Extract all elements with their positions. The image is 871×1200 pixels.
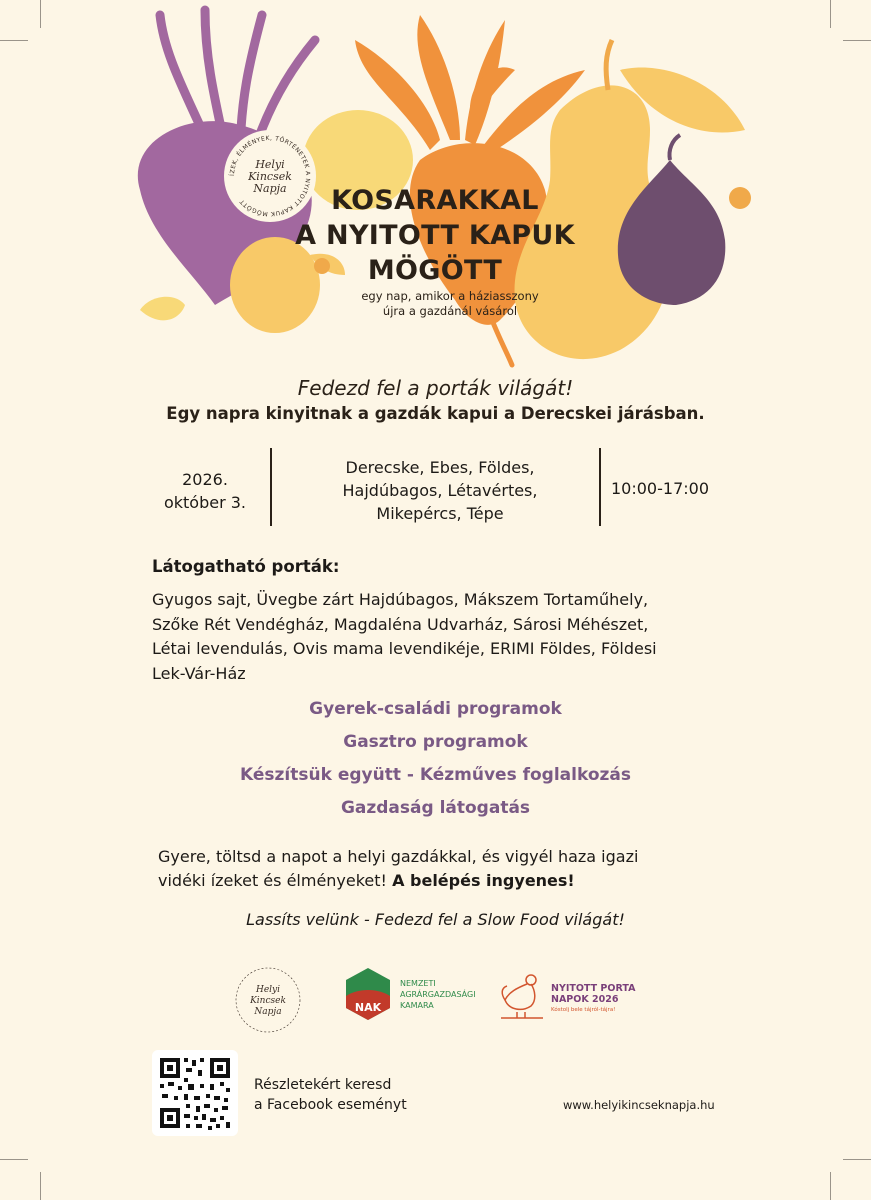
svg-text:Napja: Napja [254,1007,282,1017]
title-line: A NYITOTT KAPUK [295,220,575,251]
badge-line: Napja [253,182,287,195]
closing-line: Gyere, töltsd a napot a helyi gazdákkal, és vigyél haza igazi [158,847,639,866]
portak-heading: Látogatható porták: [152,557,340,576]
event-date [150,468,260,514]
porta-label: NYITOTT PORTA NAPOK 2026 Kóstolj bele tájról-tájra! [551,983,636,1013]
event-time: 10:00-17:00 [611,479,709,498]
svg-text:Kincsek: Kincsek [250,996,286,1006]
slow-food-line: Lassíts velünk - Fedezd fel a Slow Food világát! [246,910,625,929]
event-towns [290,456,590,525]
divider [270,448,272,526]
nak-logo [343,966,393,1022]
page-title [250,183,620,288]
subtitle-line: újra a gazdánál vásárol [382,304,518,318]
portak-line: Létai levendulás, Ovis mama levendikéje, ERIMI Földes, Földesi [152,639,657,659]
crop-mark [830,1172,831,1200]
intro-heading: Fedezd fel a porták világát! [297,376,574,400]
crop-mark [40,1172,41,1200]
towns-line: Hajdúbagos, Létavértes, [342,481,538,500]
date-line: október 3. [163,493,247,512]
badge-line: Helyi [255,158,285,171]
details-line: Részletekért keresd [254,1077,392,1093]
crop-mark [843,1159,871,1160]
portak-line: Lek-Vár-Ház [152,664,246,684]
crop-mark [0,1159,28,1160]
title-line: MÖGÖTT [367,255,503,286]
subtitle-line: egy nap, amikor a háziasszony [361,289,539,303]
rooster-icon [497,970,547,1025]
facebook-details [254,1075,407,1115]
closing-line: vidéki ízeket és élményeket! [158,871,387,890]
title-line: KOSARAKKAL [331,185,539,216]
badge-ring-text: ÍZEK, ÉLMÉNYEK, TÖRTÉNETEK A NYITOTT KAPUK MÖGÖTT [228,134,312,218]
program-item: Gasztro programok [343,732,528,752]
subtitle [330,289,570,319]
closing-text [158,845,738,893]
date-line: 2026. [182,470,228,489]
badge-line: Kincsek [248,170,292,183]
website-link[interactable]: www.helyikincseknapja.hu [563,1098,715,1112]
portak-list [152,588,732,687]
portak-line: Szőke Rét Vendégház, Magdaléna Udvarház, Sárosi Méhészet, [152,614,649,634]
portak-line: Gyugos sajt, Üvegbe zárt Hajdúbagos, Mákszem Tortaműhely, [152,590,649,609]
program-item: Gyerek-családi programok [309,699,562,719]
helyi-kincsek-logo [233,965,303,1035]
free-entry-text: A belépés ingyenes! [392,871,575,890]
program-item: Gazdaság látogatás [340,798,531,818]
towns-line: Mikepércs, Tépe [376,504,504,523]
towns-line: Derecske, Ebes, Földes, [345,458,535,477]
nak-label: NEMZETI AGRÁRGAZDASÁGI KAMARA [400,979,476,1010]
svg-text:NAK: NAK [354,1001,382,1014]
program-item: Készítsük együtt - Kézműves foglalkozás [240,765,631,785]
intro-subheading: Egy napra kinyitnak a gazdák kapui a Derecskei járásban. [166,404,705,423]
svg-text:Helyi: Helyi [255,985,281,995]
qr-code[interactable] [152,1050,238,1136]
details-line: a Facebook eseményt [254,1097,407,1113]
